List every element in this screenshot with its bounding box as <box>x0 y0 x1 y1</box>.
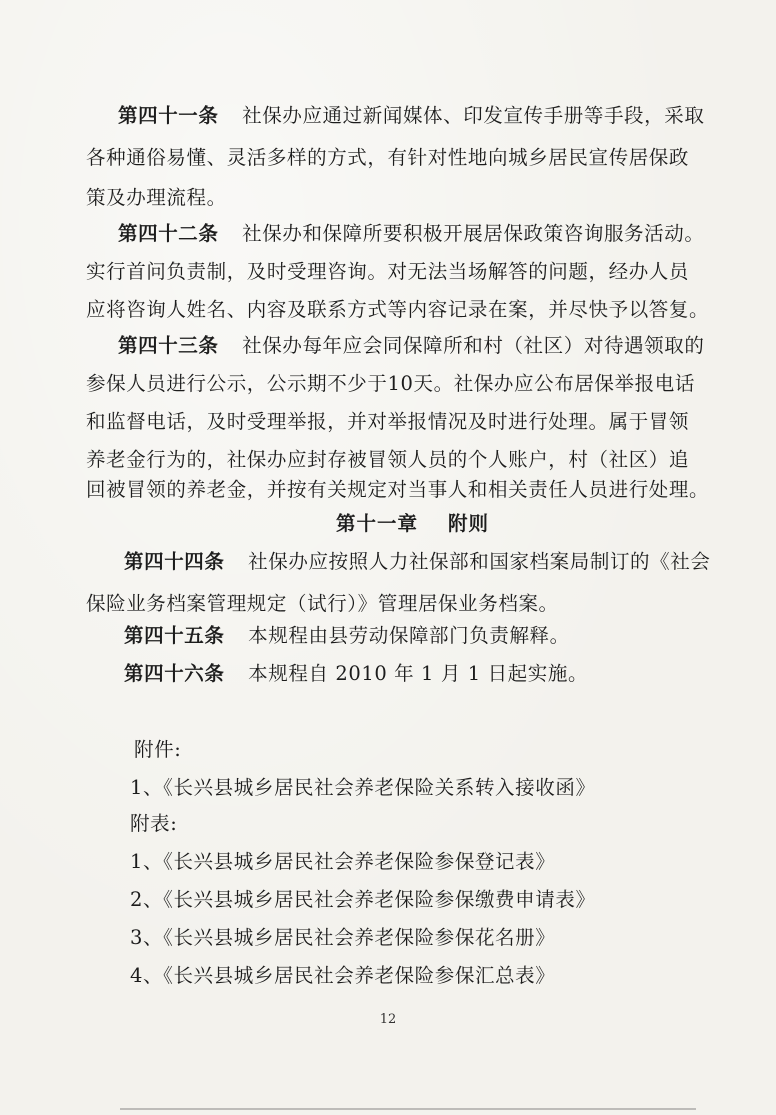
table-item-3: 3、《长兴县城乡居民社会养老保险参保花名册》 <box>130 926 556 949</box>
attachments-label: 附件: <box>134 738 182 761</box>
article-46-title: 第四十六条 <box>124 662 225 685</box>
article-44-line-2: 保险业务档案管理规定（试行）》管理居保业务档案。 <box>86 592 559 615</box>
article-41-title: 第四十一条 <box>118 104 219 127</box>
chapter-number: 第十一章 <box>336 512 419 535</box>
chapter-name: 附则 <box>448 512 490 535</box>
tables-label: 附表: <box>130 812 178 835</box>
article-43-line-5: 回被冒领的养老金，并按有关规定对当事人和相关责任人员进行处理。 <box>86 478 710 501</box>
article-44-line-1: 第四十四条 社保办应按照人力社保部和国家档案局制订的《社会 <box>124 550 711 573</box>
chapter-heading <box>336 508 489 536</box>
article-46-line-1: 第四十六条 本规程自 2010 年 1 月 1 日起实施。 <box>124 662 589 685</box>
article-45-line-1: 第四十五条 本规程由县劳动保障部门负责解释。 <box>124 624 570 647</box>
article-41-line-3: 策及办理流程。 <box>86 186 227 209</box>
attachment-item: 1、《长兴县城乡居民社会养老保险关系转入接收函》 <box>130 776 596 799</box>
article-42-line-3: 应将咨询人姓名、内容及联系方式等内容记录在案，并尽快予以答复。 <box>86 298 710 321</box>
article-42-line-2: 实行首问负责制，及时受理咨询。对无法当场解答的问题，经办人员 <box>86 260 690 283</box>
article-43-line-2: 参保人员进行公示，公示期不少于10天。社保办应公布居保举报电话 <box>86 372 695 395</box>
article-43-line-4: 养老金行为的，社保办应封存被冒领人员的个人账户，村（社区）追 <box>86 448 690 471</box>
scan-bottom-edge <box>120 1108 696 1110</box>
article-42-title: 第四十二条 <box>118 222 219 245</box>
page-number: 12 <box>379 1012 397 1027</box>
article-41-line-2: 各种通俗易懂、灵活多样的方式，有针对性地向城乡居民宣传居保政 <box>86 146 690 169</box>
article-43-line-1: 第四十三条 社保办每年应会同保障所和村（社区）对待遇领取的 <box>118 334 705 357</box>
article-42-line-1: 第四十二条 社保办和保障所要积极开展居保政策咨询服务活动。 <box>118 222 705 245</box>
table-item-4: 4、《长兴县城乡居民社会养老保险参保汇总表》 <box>130 964 556 987</box>
table-item-1: 1、《长兴县城乡居民社会养老保险参保登记表》 <box>130 850 556 873</box>
article-43-title: 第四十三条 <box>118 334 219 357</box>
article-45-title: 第四十五条 <box>124 624 225 647</box>
article-43-line-3: 和监督电话，及时受理举报，并对举报情况及时进行处理。属于冒领 <box>86 410 690 433</box>
article-44-title: 第四十四条 <box>124 550 225 573</box>
table-item-2: 2、《长兴县城乡居民社会养老保险参保缴费申请表》 <box>130 888 596 911</box>
article-41-line-1: 第四十一条 社保办应通过新闻媒体、印发宣传手册等手段，采取 <box>118 104 705 127</box>
